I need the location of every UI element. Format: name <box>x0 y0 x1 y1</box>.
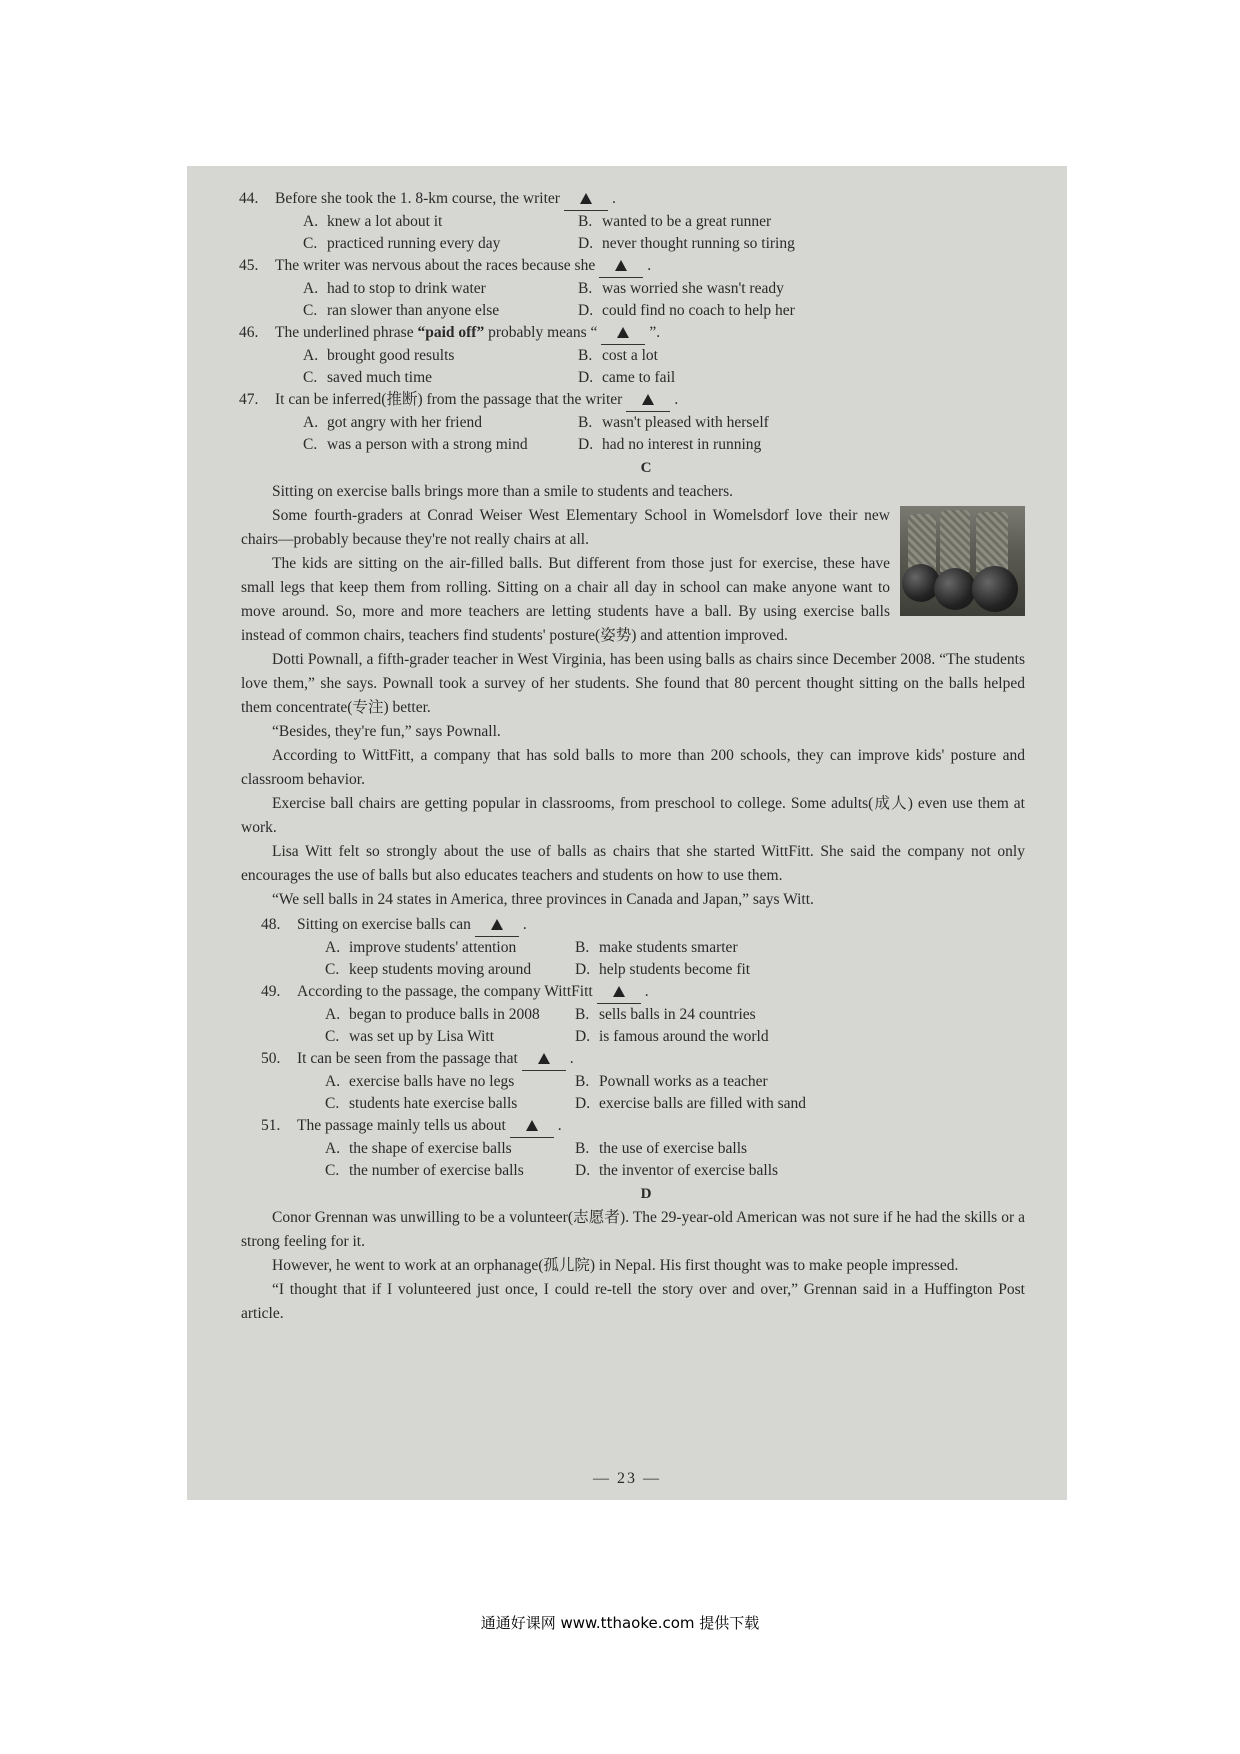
question-number: 45. <box>239 257 259 274</box>
question-47 <box>239 389 1025 412</box>
options-45 <box>267 278 1025 322</box>
options-51 <box>267 1138 1025 1182</box>
paragraph: Dotti Pownall, a fifth-grader teacher in West Virginia, has been using balls as chairs since December 2008. “The students love them,” she says. Pownall took a survey of her students. She found that 80 percent thought sitting on the balls helped them concentrate(专注) better. <box>241 651 1025 716</box>
answer-blank <box>564 188 608 211</box>
page-number: — 23 — <box>593 1470 661 1487</box>
question-stem: The writer was nervous about the races because she . <box>275 255 651 278</box>
triangle-icon <box>580 193 592 204</box>
option-a: A. got angry with her friend <box>303 414 482 431</box>
paragraph: Some fourth-graders at Conrad Weiser West Elementary School in Womelsdorf love their new chairs—probably because they're not really chairs at all. <box>241 507 890 548</box>
option-c: C. the number of exercise balls <box>325 1162 524 1179</box>
options-48 <box>267 937 1025 981</box>
option-c: C. was a person with a strong mind <box>303 436 528 453</box>
triangle-icon <box>491 919 503 930</box>
paragraph: “I thought that if I volunteered just once, I could re-tell the story over and over,” Grennan said in a Huffington Post article. <box>241 1281 1025 1322</box>
footer-credit: 通通好课网 www.tthaoke.com 提供下载 <box>480 1614 760 1632</box>
question-number: 51. <box>261 1117 281 1134</box>
answer-blank <box>510 1115 554 1138</box>
question-stem: It can be seen from the passage that . <box>297 1048 574 1071</box>
option-a: A. the shape of exercise balls <box>325 1140 512 1157</box>
paragraph: Sitting on exercise balls brings more than a smile to students and teachers. <box>272 483 734 500</box>
option-a: A. began to produce balls in 2008 <box>325 1006 540 1023</box>
question-46 <box>239 322 1025 345</box>
question-44 <box>239 188 1025 211</box>
answer-blank <box>522 1048 566 1071</box>
section-d-heading: D <box>640 1186 652 1202</box>
answer-blank <box>601 322 645 345</box>
option-a: A. exercise balls have no legs <box>325 1073 515 1090</box>
triangle-icon <box>615 260 627 271</box>
options-50 <box>267 1071 1025 1115</box>
classroom-photo <box>900 506 1025 616</box>
question-stem: According to the passage, the company WittFitt . <box>297 981 649 1004</box>
question-number: 48. <box>261 916 281 933</box>
option-c: C. practiced running every day <box>303 235 501 252</box>
option-d: D. never thought running so tiring <box>578 235 795 252</box>
question-number: 49. <box>261 983 281 1000</box>
answer-blank <box>626 389 670 412</box>
question-number: 46. <box>239 324 259 341</box>
answer-blank <box>597 981 641 1004</box>
question-50 <box>261 1048 1025 1071</box>
section-c-heading: C <box>640 460 652 476</box>
option-b: B. cost a lot <box>578 347 658 364</box>
triangle-icon <box>642 394 654 405</box>
exam-page <box>187 166 1067 1500</box>
option-a: A. had to stop to drink water <box>303 280 486 297</box>
option-d: D. came to fail <box>578 369 676 386</box>
paragraph: Lisa Witt felt so strongly about the use of balls as chairs that she started WittFitt. She said the company not only encourages the use of balls but also educates teachers and students on how to use them. <box>241 843 1025 884</box>
options-47 <box>267 412 1025 456</box>
question-stem: It can be inferred(推断) from the passage that the writer . <box>275 389 678 412</box>
option-d: D. exercise balls are filled with sand <box>575 1095 807 1112</box>
option-b: B. Pownall works as a teacher <box>575 1073 768 1090</box>
option-c: C. saved much time <box>303 369 433 386</box>
option-c: C. was set up by Lisa Witt <box>325 1028 495 1045</box>
option-b: B. the use of exercise balls <box>575 1140 748 1157</box>
triangle-icon <box>613 986 625 997</box>
option-b: B. make students smarter <box>575 939 738 956</box>
option-d: D. had no interest in running <box>578 436 762 453</box>
answer-blank <box>599 255 643 278</box>
question-49 <box>261 981 1025 1004</box>
triangle-icon <box>526 1120 538 1131</box>
option-d: D. is famous around the world <box>575 1028 769 1045</box>
triangle-icon <box>617 327 629 338</box>
option-d: D. help students become fit <box>575 961 751 978</box>
paragraph: “We sell balls in 24 states in America, three provinces in Canada and Japan,” says Witt. <box>272 891 814 908</box>
question-stem: Before she took the 1. 8-km course, the writer . <box>275 188 616 211</box>
option-a: A. knew a lot about it <box>303 213 443 230</box>
passage-d <box>241 1206 1025 1326</box>
options-46 <box>267 345 1025 389</box>
option-b: B. wanted to be a great runner <box>578 213 772 230</box>
passage-c <box>241 480 1025 912</box>
triangle-icon <box>538 1053 550 1064</box>
paragraph: However, he went to work at an orphanage(孤儿院) in Nepal. His first thought was to make people impressed. <box>272 1257 959 1274</box>
option-b: B. sells balls in 24 countries <box>575 1006 756 1023</box>
question-51 <box>261 1115 1025 1138</box>
paragraph: Conor Grennan was unwilling to be a volunteer(志愿者). The 29-year-old American was not sure if he had the skills or a strong feeling for it. <box>241 1209 1025 1250</box>
options-49 <box>267 1004 1025 1048</box>
question-45 <box>239 255 1025 278</box>
question-number: 44. <box>239 190 259 207</box>
option-b: B. was worried she wasn't ready <box>578 280 784 297</box>
option-a: A. improve students' attention <box>325 939 517 956</box>
option-c: C. keep students moving around <box>325 961 532 978</box>
option-c: C. students hate exercise balls <box>325 1095 518 1112</box>
question-number: 50. <box>261 1050 281 1067</box>
option-a: A. brought good results <box>303 347 455 364</box>
question-stem: Sitting on exercise balls can . <box>297 914 527 937</box>
question-number: 47. <box>239 391 259 408</box>
question-stem: The underlined phrase “paid off” probably means “ ”. <box>275 322 660 345</box>
option-c: C. ran slower than anyone else <box>303 302 500 319</box>
option-d: D. could find no coach to help her <box>578 302 795 319</box>
question-stem: The passage mainly tells us about . <box>297 1115 562 1138</box>
paragraph: The kids are sitting on the air-filled balls. But different from those just for exercise, these have small legs that keep them from rolling. Sitting on a chair all day in school can make anyone want to move around. So, more and more teachers are letting students have a ball. By using exercise balls instead of common chairs, teachers find students' posture(姿势) and attention improved. <box>241 555 890 644</box>
paragraph: According to WittFitt, a company that has sold balls to more than 200 schools, they can improve kids' posture and classroom behavior. <box>241 747 1025 788</box>
paragraph: Exercise ball chairs are getting popular in classrooms, from preschool to college. Some adults(成人) even use them at work. <box>241 795 1025 836</box>
paragraph: “Besides, they're fun,” says Pownall. <box>272 723 501 740</box>
underlined-phrase: “paid off” <box>417 324 485 341</box>
options-44 <box>267 211 1025 255</box>
option-b: B. wasn't pleased with herself <box>578 414 769 431</box>
option-d: D. the inventor of exercise balls <box>575 1162 779 1179</box>
question-48 <box>261 914 1025 937</box>
answer-blank <box>475 914 519 937</box>
